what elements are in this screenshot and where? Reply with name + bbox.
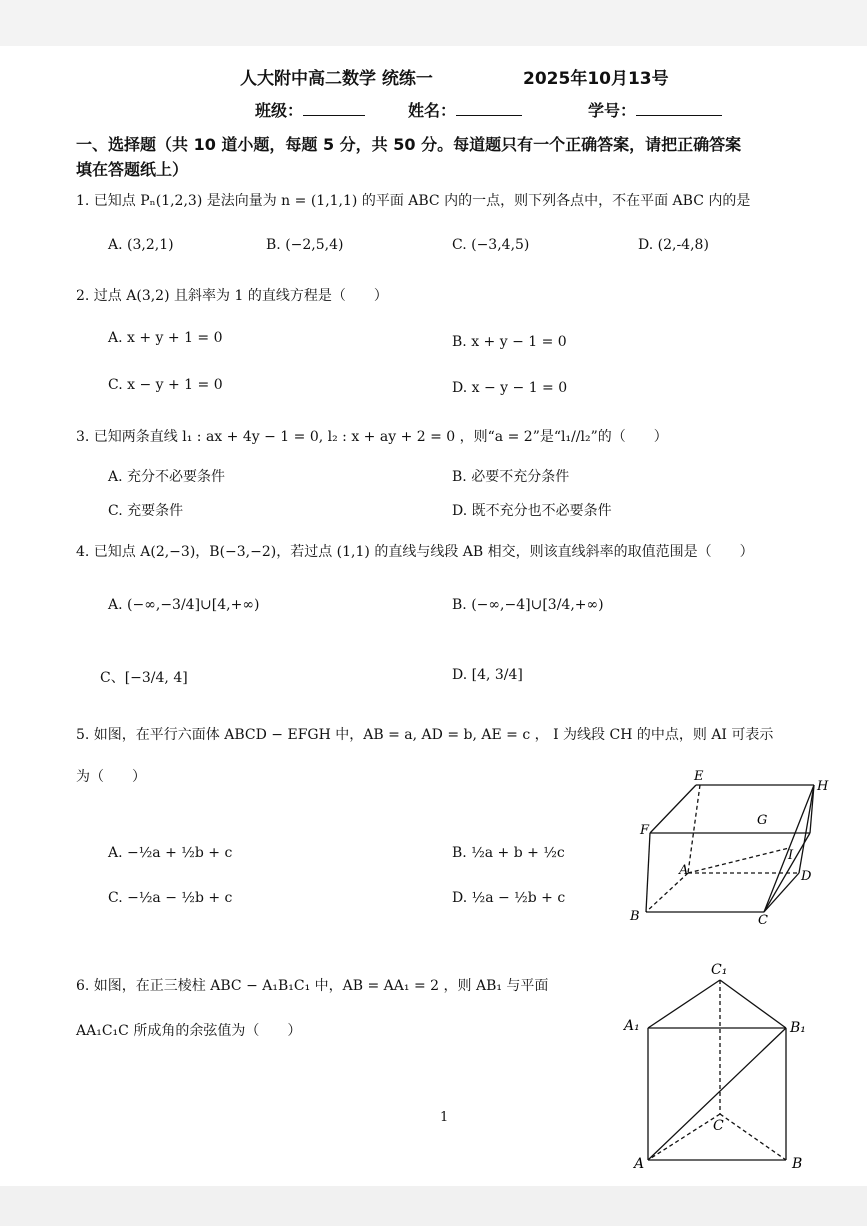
q5-parallelepiped-figure: [618, 766, 838, 932]
q1-option-c: C. (−3,4,5): [452, 237, 530, 253]
class-field: [255, 98, 365, 121]
q5-option-a: A. −½a + ½b + c: [108, 845, 233, 861]
class-blank: [303, 101, 365, 116]
q4-option-c: C、[−3/4, 4]: [100, 670, 188, 686]
class-label: 班级：: [255, 101, 304, 120]
q5-label-f: F: [640, 823, 650, 838]
q2-option-a: A. x + y + 1 = 0: [108, 330, 223, 346]
q1-option-b: B. (−2,5,4): [266, 237, 344, 253]
question-3-text: 3. 已知两条直线 l₁ : ax + 4y − 1 = 0, l₂ : x + ay + 2 = 0 ，则“a = 2”是“l₁//l₂”的（ ）: [76, 429, 668, 445]
exam-title: 人大附中高二数学 统练一: [240, 69, 433, 89]
question-1-text: 1. 已知点 Pₙ(1,2,3) 是法向量为 n = (1,1,1) 的平面 ABC 内的一点，则下列各点中，不在平面 ABC 内的是: [76, 193, 751, 209]
q2-option-d: D. x − y − 1 = 0: [452, 380, 568, 396]
page-number: 1: [440, 1110, 449, 1125]
name-blank: [456, 101, 522, 116]
student-id-blank: [636, 101, 722, 116]
q5-option-b: B. ½a + b + ½c: [452, 845, 565, 861]
q5-label-i: I: [788, 848, 794, 863]
q3-option-c: C. 充要条件: [108, 503, 184, 519]
q3-option-a: A. 充分不必要条件: [108, 469, 226, 485]
exam-date: 2025年10月13号: [523, 69, 669, 89]
question-2-text: 2. 过点 A(3,2) 且斜率为 1 的直线方程是（ ）: [76, 288, 388, 304]
section-heading-line2: 填在答题纸上）: [76, 160, 189, 179]
q5-option-c: C. −½a − ½b + c: [108, 890, 233, 906]
q4-option-d: D. [4, 3/4]: [452, 667, 523, 683]
q5-label-d: D: [801, 869, 812, 884]
q5-label-b: B: [630, 909, 640, 924]
q6-label-b1: B₁: [790, 1020, 806, 1036]
page-top-edge: [0, 0, 867, 46]
page-bottom-edge: [0, 1186, 867, 1226]
q2-option-c: C. x − y + 1 = 0: [108, 377, 223, 393]
q6-label-c: C: [713, 1118, 724, 1134]
q1-option-d: D. (2,‑4,8): [638, 237, 709, 253]
question-6-text-line2: AA₁C₁C 所成角的余弦值为（ ）: [76, 1023, 302, 1039]
q3-option-d: D. 既不充分也不必要条件: [452, 503, 612, 519]
q6-label-b: B: [792, 1156, 803, 1172]
student-id-field: [588, 98, 722, 121]
q6-prism-figure: [620, 950, 820, 1176]
q6-label-a1: A₁: [624, 1018, 640, 1034]
question-5-text-line1: 5. 如图，在平行六面体 ABCD − EFGH 中，AB = a, AD = b, AE = c ， I 为线段 CH 的中点，则 AI 可表示: [76, 727, 774, 743]
q4-option-a: A. (−∞,−3/4]∪[4,+∞): [108, 597, 260, 613]
q5-label-e: E: [694, 769, 704, 784]
student-id-label: 学号：: [588, 101, 637, 120]
question-4-text: 4. 已知点 A(2,−3)，B(−3,−2)，若过点 (1,1) 的直线与线段 AB 相交，则该直线斜率的取值范围是（ ）: [76, 544, 754, 560]
section-heading-line1: 一、选择题（共 10 道小题，每题 5 分，共 50 分。每道题只有一个正确答案，请把正确答案: [76, 135, 742, 154]
q6-label-a: A: [634, 1156, 645, 1172]
q3-option-b: B. 必要不充分条件: [452, 469, 570, 485]
q5-label-g: G: [757, 813, 768, 828]
q5-label-h: H: [817, 779, 829, 794]
question-5-text-line2: 为（ ）: [76, 769, 146, 785]
q5-option-d: D. ½a − ½b + c: [452, 890, 566, 906]
q5-label-a: A: [679, 863, 689, 878]
q1-option-a: A. (3,2,1): [108, 237, 174, 253]
q2-option-b: B. x + y − 1 = 0: [452, 334, 567, 350]
q4-option-b: B. (−∞,−4]∪[3/4,+∞): [452, 597, 604, 613]
q5-label-c: C: [758, 913, 768, 928]
q6-label-c1: C₁: [711, 962, 728, 978]
question-6-text-line1: 6. 如图，在正三棱柱 ABC − A₁B₁C₁ 中，AB = AA₁ = 2 ，则 AB₁ 与平面: [76, 978, 549, 994]
name-field: [408, 98, 522, 121]
name-label: 姓名：: [408, 101, 457, 120]
